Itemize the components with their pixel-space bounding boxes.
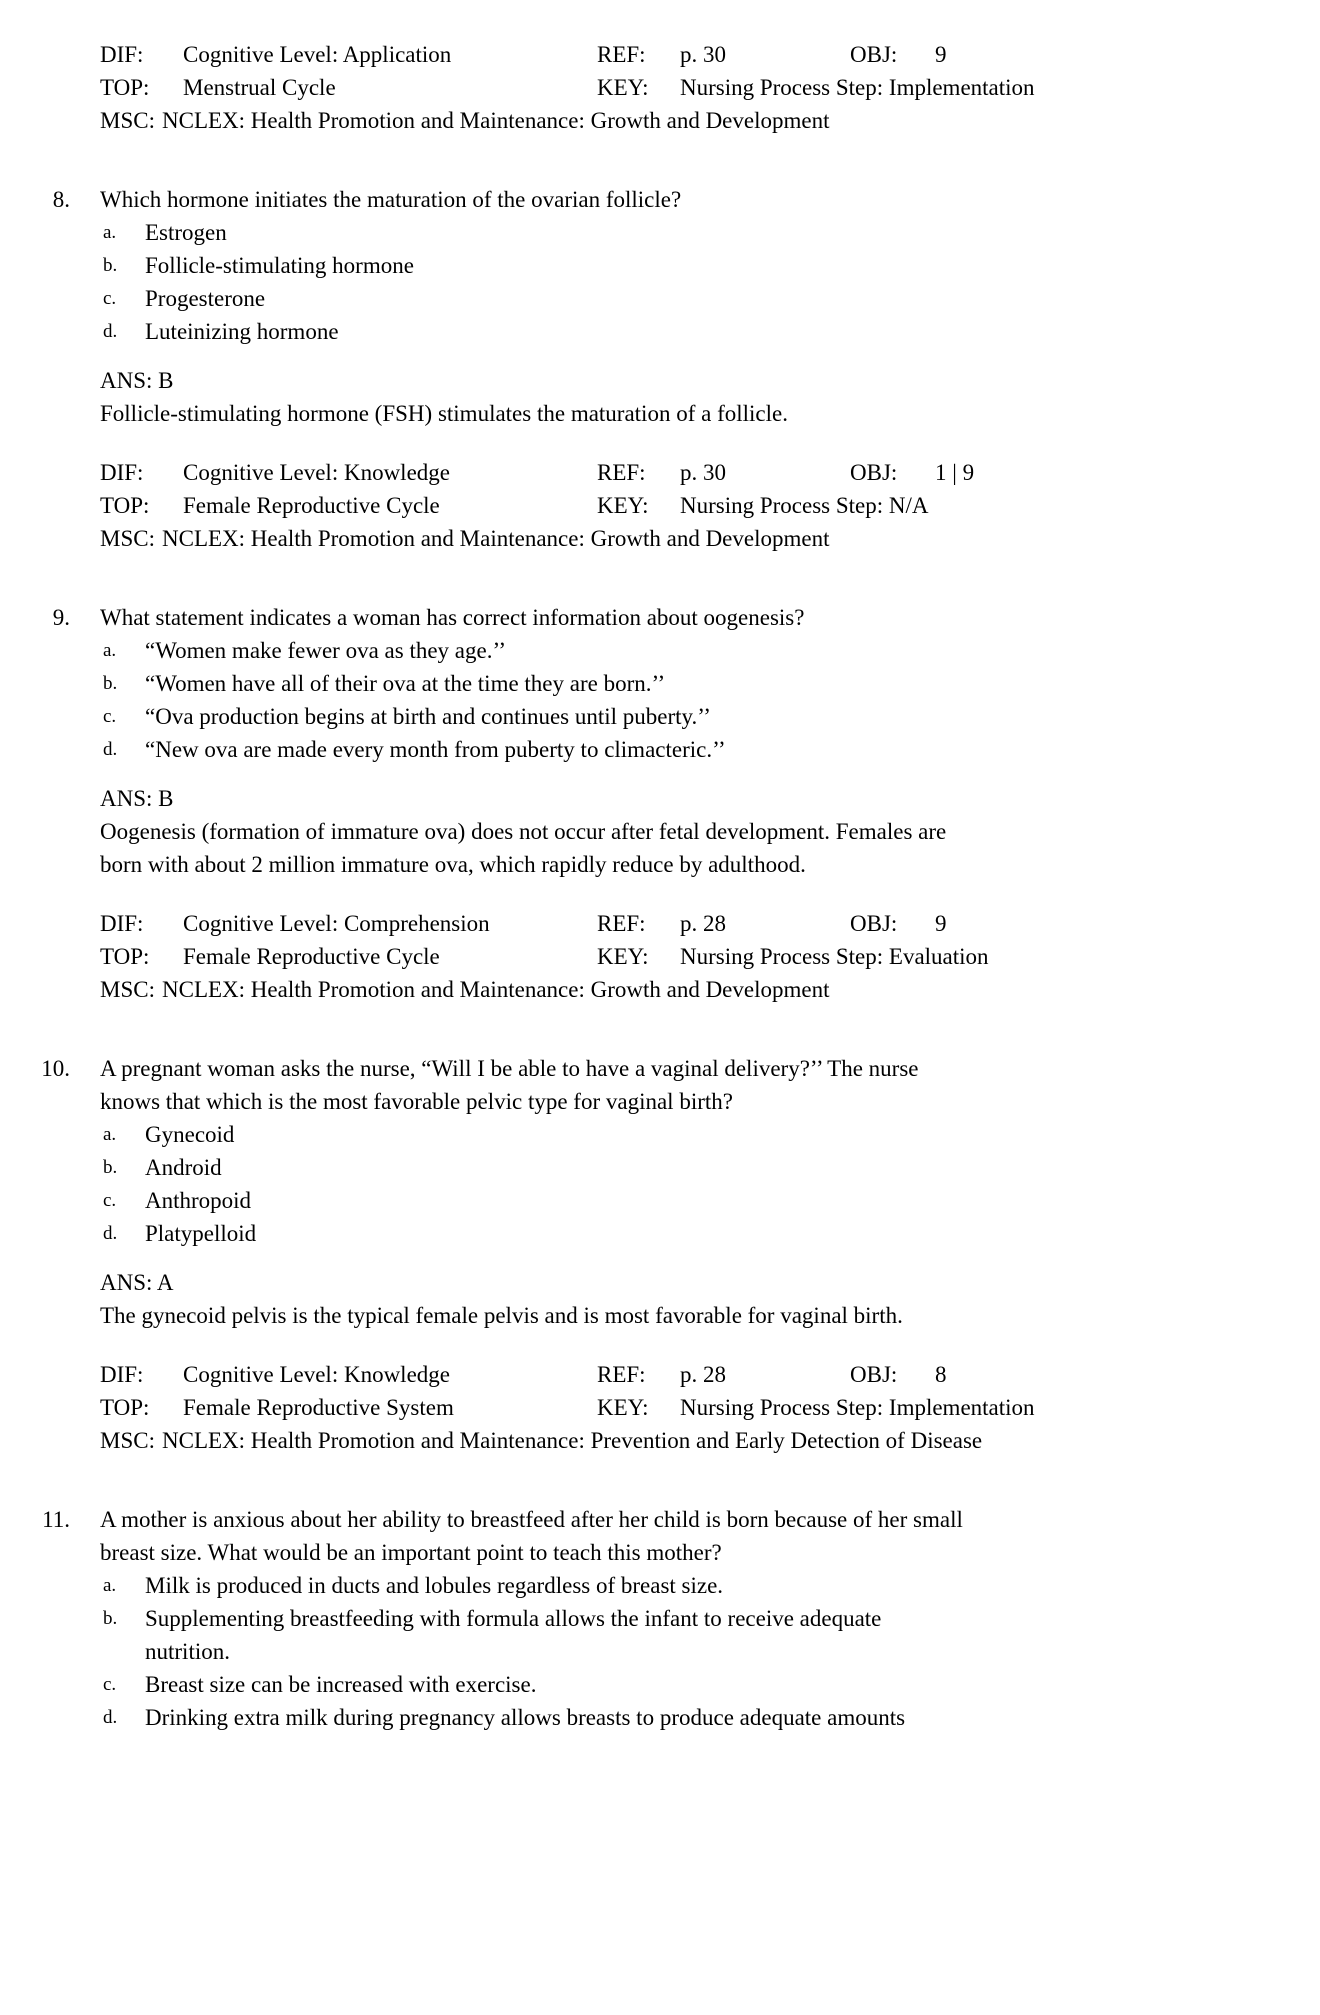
- meta-row-msc: [100, 522, 1265, 555]
- key-value: Nursing Process Step: Implementation: [680, 75, 1035, 100]
- option-text-line: nutrition.: [145, 1639, 230, 1664]
- meta-row-dif: [100, 456, 1265, 489]
- question-block-10: [41, 1052, 1265, 1457]
- msc-label: MSC:: [100, 977, 155, 1002]
- ref-value: p. 30: [680, 460, 726, 485]
- option-row: [100, 282, 1265, 315]
- option-letter: c.: [103, 288, 117, 309]
- rationale: [100, 815, 1265, 881]
- ref-value: p. 28: [680, 1362, 726, 1387]
- question-text-line: 10. A pregnant woman asks the nurse, “Will I be able to have a vaginal delivery?’’ The nurse: [100, 1052, 1265, 1085]
- option-row: [100, 315, 1265, 348]
- option-row: [100, 667, 1265, 700]
- msc-label: MSC:: [100, 108, 155, 133]
- top-label: TOP:: [100, 944, 150, 969]
- top-value: Female Reproductive Cycle: [183, 493, 440, 518]
- msc-value: NCLEX: Health Promotion and Maintenance: Growth and Development: [162, 108, 830, 133]
- option-text-line: Anthropoid: [145, 1188, 252, 1213]
- key-value: Nursing Process Step: Implementation: [680, 1395, 1035, 1420]
- option-letter: a.: [103, 640, 117, 661]
- option-text-line: Android: [145, 1155, 222, 1180]
- top-value: Female Reproductive System: [183, 1395, 454, 1420]
- option-text-line: Supplementing breastfeeding with formula allows the infant to receive adequate: [145, 1606, 882, 1631]
- question-text-line: 11. A mother is anxious about her ability to breastfeed after her child is born because of her small: [100, 1503, 1265, 1536]
- ref-value: p. 28: [680, 911, 726, 936]
- question-block-9: [52, 601, 1265, 1006]
- option-letter: d.: [103, 321, 118, 342]
- option-letter: b.: [103, 1608, 118, 1629]
- option-letter: a.: [103, 1124, 117, 1145]
- top-label: TOP:: [100, 493, 150, 518]
- answer-text: ANS: A: [100, 1270, 174, 1295]
- option-letter: b.: [103, 1157, 118, 1178]
- question-block-8: [52, 183, 1265, 555]
- option-row: [100, 1569, 1265, 1602]
- option-text-line: Milk is produced in ducts and lobules regardless of breast size.: [145, 1573, 724, 1598]
- option-row: [100, 700, 1265, 733]
- options-list: [100, 634, 1265, 766]
- top-value: Female Reproductive Cycle: [183, 944, 440, 969]
- answer-text: ANS: B: [100, 786, 174, 811]
- key-label: KEY:: [597, 75, 649, 100]
- ref-label: REF:: [597, 911, 646, 936]
- dif-value: Cognitive Level: Application: [183, 42, 452, 67]
- meta-row-top: [100, 71, 1265, 104]
- meta-block-q7: [100, 38, 1265, 137]
- meta-block-q10: [100, 1358, 1265, 1457]
- key-label: KEY:: [597, 493, 649, 518]
- option-text-line: “Ova production begins at birth and continues until puberty.’’: [145, 704, 711, 729]
- obj-label: OBJ:: [850, 1362, 898, 1387]
- key-label: KEY:: [597, 944, 649, 969]
- obj-value: 9: [935, 911, 947, 936]
- meta-row-dif: [100, 1358, 1265, 1391]
- option-text-line: Progesterone: [145, 286, 266, 311]
- option-text-line: Breast size can be increased with exercise.: [145, 1672, 537, 1697]
- option-row: [100, 1701, 1265, 1734]
- option-row: [100, 1602, 1265, 1668]
- meta-block-q9: [100, 907, 1265, 1006]
- obj-value: 1 | 9: [935, 460, 975, 485]
- option-row: [100, 1118, 1265, 1151]
- rationale: [100, 397, 1265, 430]
- obj-value: 8: [935, 1362, 947, 1387]
- rationale-line: Oogenesis (formation of immature ova) does not occur after fetal development. Females are: [100, 819, 947, 844]
- options-list: [100, 216, 1265, 348]
- option-letter: d.: [103, 1223, 118, 1244]
- dif-value: Cognitive Level: Knowledge: [183, 460, 450, 485]
- option-letter: d.: [103, 1707, 118, 1728]
- dif-value: Cognitive Level: Knowledge: [183, 1362, 450, 1387]
- top-label: TOP:: [100, 75, 150, 100]
- option-text-line: “Women have all of their ova at the time they are born.’’: [145, 671, 666, 696]
- key-label: KEY:: [597, 1395, 649, 1420]
- option-row: [100, 1184, 1265, 1217]
- ref-label: REF:: [597, 42, 646, 67]
- option-row: [100, 634, 1265, 667]
- dif-label: DIF:: [100, 460, 144, 485]
- question-block-11: [42, 1503, 1265, 1734]
- option-letter: a.: [103, 1575, 117, 1596]
- option-row: [100, 216, 1265, 249]
- meta-row-dif: [100, 907, 1265, 940]
- option-row: [100, 249, 1265, 282]
- meta-row-msc: [100, 1424, 1265, 1457]
- option-text-line: “Women make fewer ova as they age.’’: [145, 638, 507, 663]
- question-text-line: 9. What statement indicates a woman has correct information about oogenesis?: [100, 601, 1265, 634]
- option-row: [100, 1668, 1265, 1701]
- options-list: [100, 1118, 1265, 1250]
- obj-label: OBJ:: [850, 911, 898, 936]
- question-text-line: knows that which is the most favorable pelvic type for vaginal birth?: [100, 1089, 733, 1114]
- question-number: 8.: [52, 187, 70, 212]
- question-text-line: 8. Which hormone initiates the maturation of the ovarian follicle?: [100, 183, 1265, 216]
- meta-row-msc: [100, 973, 1265, 1006]
- option-row: [100, 1151, 1265, 1184]
- msc-value: NCLEX: Health Promotion and Maintenance: Growth and Development: [162, 526, 830, 551]
- meta-row-dif: [100, 38, 1265, 71]
- option-text-line: “New ova are made every month from puberty to climacteric.’’: [145, 737, 726, 762]
- meta-row-top: [100, 1391, 1265, 1424]
- option-text-line: Luteinizing hormone: [145, 319, 339, 344]
- meta-row-msc: [100, 104, 1265, 137]
- option-text-line: Drinking extra milk during pregnancy allows breasts to produce adequate amounts: [145, 1705, 906, 1730]
- obj-label: OBJ:: [850, 460, 898, 485]
- option-row: [100, 1217, 1265, 1250]
- option-row: [100, 733, 1265, 766]
- rationale-line: The gynecoid pelvis is the typical female pelvis and is most favorable for vaginal birth.: [100, 1303, 903, 1328]
- key-value: Nursing Process Step: Evaluation: [680, 944, 989, 969]
- option-letter: d.: [103, 739, 118, 760]
- ref-label: REF:: [597, 460, 646, 485]
- dif-label: DIF:: [100, 42, 144, 67]
- ref-label: REF:: [597, 1362, 646, 1387]
- options-list: [100, 1569, 1265, 1734]
- top-label: TOP:: [100, 1395, 150, 1420]
- option-letter: a.: [103, 222, 117, 243]
- option-letter: c.: [103, 1190, 117, 1211]
- msc-value: NCLEX: Health Promotion and Maintenance: Growth and Development: [162, 977, 830, 1002]
- rationale-line: born with about 2 million immature ova, which rapidly reduce by adulthood.: [100, 852, 806, 877]
- option-text-line: Platypelloid: [145, 1221, 257, 1246]
- option-letter: b.: [103, 673, 118, 694]
- obj-label: OBJ:: [850, 42, 898, 67]
- rationale-line: Follicle-stimulating hormone (FSH) stimulates the maturation of a follicle.: [100, 401, 788, 426]
- meta-row-top: [100, 940, 1265, 973]
- key-value: Nursing Process Step: N/A: [680, 493, 929, 518]
- top-value: Menstrual Cycle: [183, 75, 336, 100]
- option-letter: c.: [103, 706, 117, 727]
- meta-row-top: [100, 489, 1265, 522]
- dif-label: DIF:: [100, 911, 144, 936]
- question-number: 9.: [52, 605, 70, 630]
- obj-value: 9: [935, 42, 947, 67]
- dif-value: Cognitive Level: Comprehension: [183, 911, 490, 936]
- option-text-line: Gynecoid: [145, 1122, 235, 1147]
- question-text-line: breast size. What would be an important point to teach this mother?: [100, 1540, 722, 1565]
- question-number: 11.: [42, 1507, 70, 1532]
- msc-label: MSC:: [100, 1428, 155, 1453]
- option-text-line: Follicle-stimulating hormone: [145, 253, 414, 278]
- ref-value: p. 30: [680, 42, 726, 67]
- rationale: [100, 1299, 1265, 1332]
- msc-value: NCLEX: Health Promotion and Maintenance: Prevention and Early Detection of Disease: [162, 1428, 983, 1453]
- dif-label: DIF:: [100, 1362, 144, 1387]
- option-letter: b.: [103, 255, 118, 276]
- question-number: 10.: [41, 1056, 70, 1081]
- meta-block-q8: [100, 456, 1265, 555]
- option-text-line: Estrogen: [145, 220, 227, 245]
- option-letter: c.: [103, 1674, 117, 1695]
- answer-text: ANS: B: [100, 368, 174, 393]
- msc-label: MSC:: [100, 526, 155, 551]
